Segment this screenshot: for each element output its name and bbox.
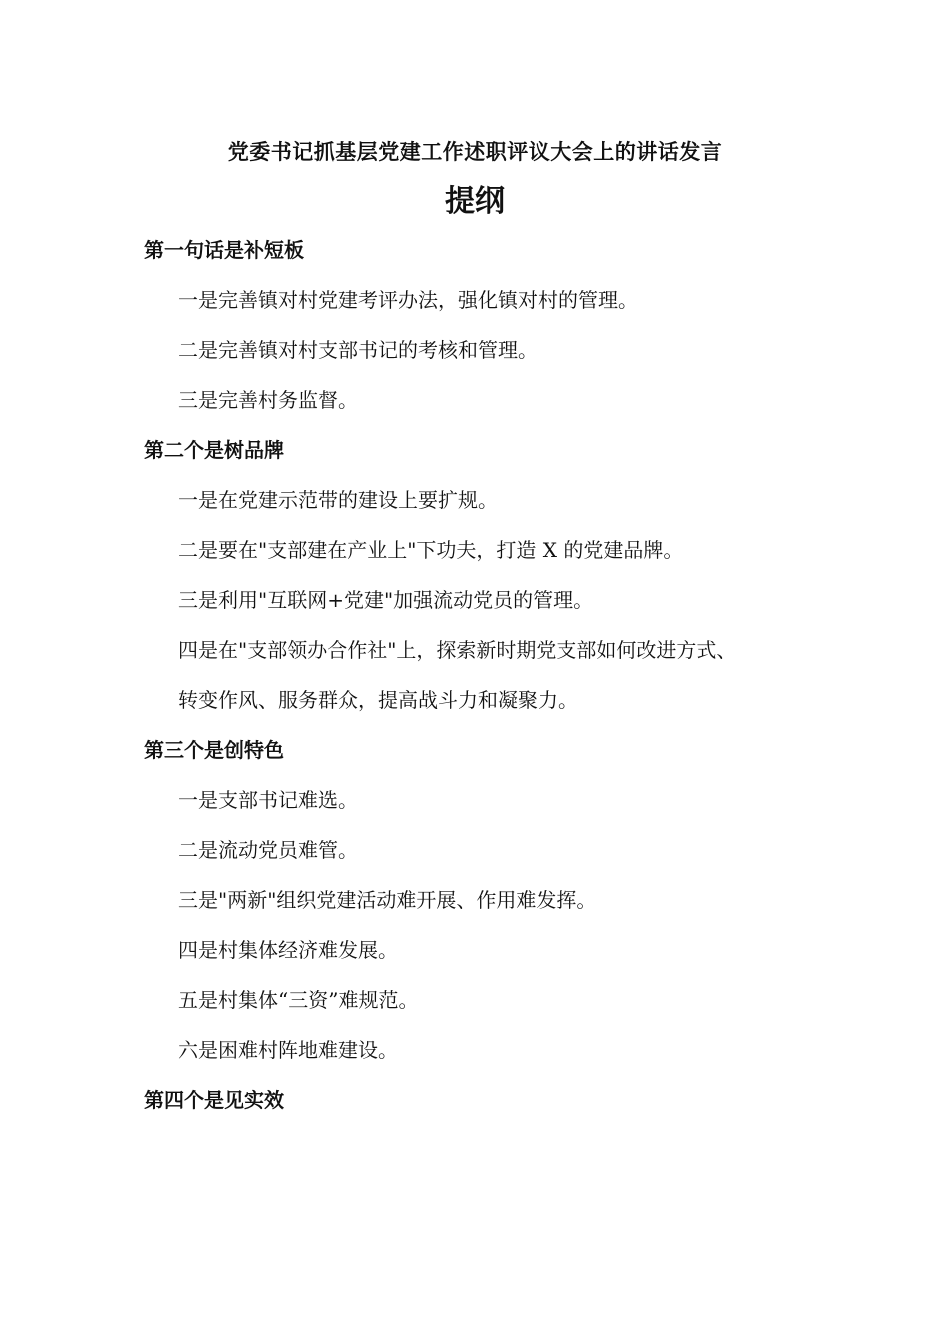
- list-item: 三是"两新"组织党建活动难开展、作用难发挥。: [178, 888, 597, 912]
- section-heading: 第四个是见实效: [144, 1088, 284, 1112]
- section-heading: 第三个是创特色: [144, 738, 284, 762]
- document-body: [144, 233, 824, 1133]
- list-item: 四是村集体经济难发展。: [178, 938, 398, 962]
- list-item: 一是支部书记难选。: [178, 788, 358, 812]
- document-title: 党委书记抓基层党建工作述职评议大会上的讲话发言: [227, 140, 723, 164]
- list-item: 五是村集体“三资”难规范。: [178, 988, 419, 1012]
- list-item: 三是完善村务监督。: [178, 388, 358, 412]
- document-subtitle: 提纲: [445, 184, 505, 219]
- list-item: 三是利用"互联网+党建"加强流动党员的管理。: [178, 588, 594, 612]
- list-item: 一是在党建示范带的建设上要扩规。: [178, 488, 498, 512]
- list-item: 二是完善镇对村支部书记的考核和管理。: [178, 338, 538, 362]
- section-heading: 第一句话是补短板: [144, 238, 304, 262]
- list-item: 二是流动党员难管。: [178, 838, 358, 862]
- section-heading: 第二个是树品牌: [144, 438, 284, 462]
- list-item: 一是完善镇对村党建考评办法，强化镇对村的管理。: [178, 288, 638, 312]
- list-item: 六是困难村阵地难建设。: [178, 1038, 398, 1062]
- list-item: 四是在"支部领办合作社"上，探索新时期党支部如何改进方式、: [178, 638, 737, 662]
- list-item: 转变作风、服务群众，提高战斗力和凝聚力。: [178, 688, 578, 712]
- list-item: 二是要在"支部建在产业上"下功夫，打造 X 的党建品牌。: [178, 538, 684, 562]
